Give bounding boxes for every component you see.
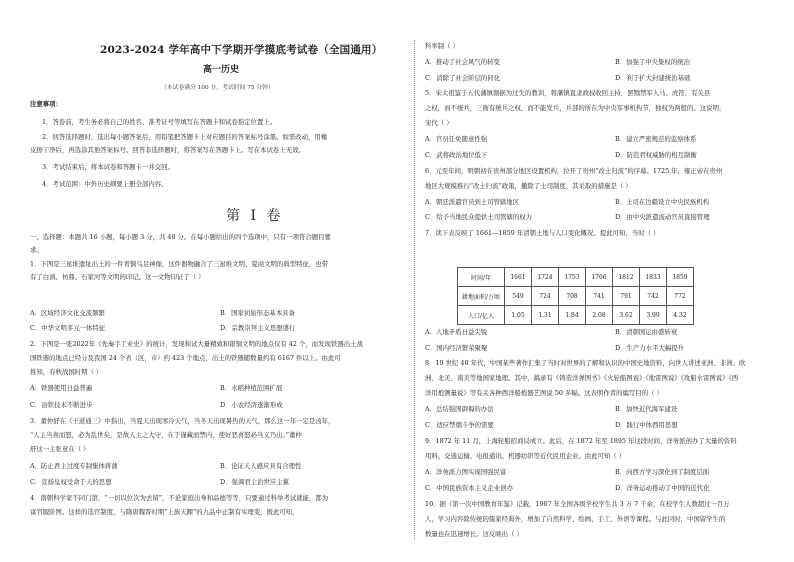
question-text: 9．1872 年 11 月，上海轮船招商局成立。此后，在 1872 年至 1895 年这段时间，洋务派创办了大量的资料 bbox=[425, 437, 737, 445]
table-row bbox=[458, 306, 694, 325]
question-text: 洋用炮测量说》等有关各种西洋船炮器艺图说 50 多幅。这表明作者的编写目的（ ） bbox=[425, 389, 663, 397]
question-text: 5．宋太祖鉴于五代藩镇割据为过失的教训，将藩镇直隶政权收回主持，罢黜禁军人马、虎符，有关县 bbox=[425, 89, 711, 97]
answer-option: B．向西方学习深化到了制度层面 bbox=[615, 468, 710, 476]
table-cell: 1812 bbox=[613, 268, 640, 287]
table-cell: 549 bbox=[505, 287, 532, 306]
answer-option: C．国内经济繁荣聚聚 bbox=[425, 344, 488, 352]
table-cell: 772 bbox=[667, 287, 694, 306]
question-text: 2．下图是一张2022年《先秦手工业史》的统计，发现和试大量精致和银铜文明的地点仅有 42 个，而发现铁器出土战 bbox=[30, 340, 363, 348]
table-cell: 2.08 bbox=[586, 306, 613, 325]
answer-option: B．土司在边疆设立中央民族机构 bbox=[615, 198, 710, 206]
notice-line: 4．考试范围：中外历史纲要上册全部内容。 bbox=[42, 180, 168, 188]
table-row bbox=[458, 287, 694, 306]
answer-option: C．中华文明多元一体特征 bbox=[30, 324, 106, 332]
question-text: 国铁器的地点已经分及我国 24 个省（区，市）约 423 个地点，出土的铁器随数量约有 6167 件以上。由此可 bbox=[30, 354, 341, 362]
question-text: 数量也在迅速增长。这反映出（ ） bbox=[425, 530, 523, 538]
answer-option: D．由中央派遣流动官员直接管理 bbox=[615, 213, 710, 221]
exam-meta: （本试卷满分 100 分，考试时间 75 分钟） bbox=[161, 85, 274, 91]
table-row bbox=[458, 268, 694, 287]
answer-option: C．武将政治地位低下 bbox=[425, 151, 488, 159]
question-text: 6．元至年间，明朝初在贵州部分地区设置机构，拉开了贵州“改土归流”的序幕。1725 年，雍正帝在贵州 bbox=[425, 167, 723, 175]
answer-option: A．朝廷派遣官员到土司管辖地区 bbox=[425, 198, 520, 206]
section-instruction: 一、选择题：本题共 16 小题，每小题 3 分，共 48 分。在每小题给出的四个选项中，只有一项符合题目要 bbox=[30, 233, 331, 241]
answer-option: B．加快近代海军建设 bbox=[615, 405, 678, 413]
question-text: 8．19 世纪 40 年代，中国某些著作汇集了当时对世界的了解和认识的中国史地资料，向世人讲述亚洲、非洲、欧 bbox=[425, 359, 746, 367]
answer-option: A．推动了社会风气的转变 bbox=[425, 58, 500, 66]
section-title: 第 I 卷 bbox=[226, 208, 284, 224]
answer-option: D．宗教崇拜主义思想盛行 bbox=[220, 324, 296, 332]
answer-option: A．铁器使用日益普遍 bbox=[30, 384, 93, 392]
answer-option: A．总结强国御侮的办法 bbox=[425, 405, 494, 413]
land-population-table bbox=[457, 267, 694, 325]
notice-line: 2．回答选择题时，选出每小题答案后，用铅笔把答题卡上对应题目的答案标号涂黑。如需改动，用橡 bbox=[42, 133, 328, 141]
table-cell: 742 bbox=[640, 287, 667, 306]
table-cell: 741 bbox=[586, 287, 613, 306]
question-text: 科举制（ ） bbox=[425, 42, 459, 50]
answer-option: D．防范君权威胁的相互制衡 bbox=[615, 151, 697, 159]
table-cell: 1859 bbox=[667, 268, 694, 287]
notice-heading: 注意事项： bbox=[30, 100, 62, 108]
answer-option: B．水稻种植范围扩展 bbox=[220, 384, 283, 392]
answer-option: D．洋务运动推动了中国的近代化 bbox=[615, 484, 710, 492]
answer-option: D．小农经济逐渐形成 bbox=[220, 401, 283, 409]
exam-title: 2023-2024 学年高中下学期开学摸底考试卷（全国通用） bbox=[100, 44, 383, 56]
answer-option: D．生产力水平大幅提升 bbox=[615, 344, 685, 352]
answer-option: A．区域经济文化交流频繁 bbox=[30, 309, 105, 317]
table-row-label: 时间/年 bbox=[458, 268, 505, 287]
table-cell: 1.05 bbox=[505, 306, 532, 325]
answer-option: A．人地矛盾日益尖锐 bbox=[425, 328, 488, 336]
question-text: 地区大规模推行“改土归流”政策，撤除了土司制度，其采取的措施是（ ） bbox=[425, 182, 632, 190]
question-text: 1．下图是三星堆遗址出土的一件青铜鸟足神像，这件器物融合了三星堆文明、夏商文明的典型特征，也带 bbox=[30, 260, 329, 268]
table-cell: 1724 bbox=[532, 268, 559, 287]
answer-option: B．加强了中央集权的统治 bbox=[615, 58, 690, 66]
table-cell: 1.84 bbox=[559, 306, 586, 325]
answer-option: D．强调君主治世应主翼 bbox=[220, 478, 290, 486]
question-text: 4．南朝科学家不同门第，“一切以位次为去留”，不论家庭出身和品德等等，只要通过科举考试就能，都为 bbox=[30, 494, 329, 502]
table-row-label: 人口/亿人 bbox=[458, 306, 505, 325]
answer-option: B．建立严密规范的监察体系 bbox=[615, 135, 697, 143]
table-cell: 708 bbox=[559, 287, 586, 306]
answer-option: C．中国民族资本主义企业创办 bbox=[425, 484, 513, 492]
question-text: 人，学习内容除传统的儒家经典外，增加了自然科学、绘画、手工、外语等课程。与此同时，中国留学生的 bbox=[425, 515, 726, 523]
table-cell: 3.99 bbox=[640, 306, 667, 325]
question-text: “人主当喜而怒，必为乱世矣，是故人主之大守，在于谨藏而禁内，使好恶喜怒必当义乃出。”董仲 bbox=[30, 431, 302, 439]
question-text: 之权，而不统兵，三衙有统兵之权，而不能发兵，兵部的所在为中央军事机构节，独权为两般的。这说明， bbox=[425, 104, 726, 112]
answer-option: D．利于扩大封建统治基础 bbox=[615, 74, 691, 82]
left-column bbox=[30, 0, 406, 562]
question-text: 洲、北美、南美等地国家地理。其中，搞录有《铸造洋弹图书》《火轮船图说》《地雷图说》《攻船水雷图说》《西 bbox=[425, 374, 739, 382]
answer-option: C．冶铁技术不断进步 bbox=[30, 401, 93, 409]
table-cell: 1833 bbox=[640, 268, 667, 287]
answer-option: B．论证天人感应具有合理性 bbox=[220, 462, 302, 470]
question-text: 舒这一主张意在（ ） bbox=[30, 445, 90, 453]
right-column bbox=[425, 0, 770, 562]
table-cell: 724 bbox=[532, 287, 559, 306]
answer-option: A．官员任免随意性强 bbox=[425, 135, 488, 143]
answer-option: D．践行中体西用思想 bbox=[615, 421, 678, 429]
notice-line: 1．答卷前，考生务必将自己的姓名、准考证号等填写在答题卡和试卷指定位置上。 bbox=[42, 118, 277, 126]
answer-option: C．适应禁烟斗争的需要 bbox=[425, 421, 494, 429]
table-cell: 1766 bbox=[586, 268, 613, 287]
question-text: 7．读下表反映了 1661—1859 年清朝土地与人口变化概况。提此可知，当时（ ） bbox=[425, 229, 660, 237]
answer-option: C．给予当地民众提供土司管辖的权力 bbox=[425, 213, 533, 221]
notice-line: 3．考试结束后，将本试卷和答题卡一并交回。 bbox=[42, 163, 174, 171]
section-instruction: 求。 bbox=[30, 246, 43, 254]
table-row-label: 耕地面积/万顷 bbox=[458, 287, 505, 306]
question-text: 用料、交通运输、电报通讯、机器纺织等近代民用企业。由此可知（ ） bbox=[425, 452, 626, 460]
question-text: 有了白滇、枋鼎、石家河等文明的印记。这一文物印证了（ ） bbox=[30, 273, 205, 281]
table-cell: 1661 bbox=[505, 268, 532, 287]
table-cell: 1.31 bbox=[532, 306, 559, 325]
column-divider bbox=[414, 40, 415, 540]
answer-option: C．宣扬皇权受命于天的思想 bbox=[30, 478, 112, 486]
question-text: 推知，春秋战国时期（ ） bbox=[30, 368, 103, 376]
question-text: 富官服阶图。这样的选官制度，与隋唐魏晋时期“上族天踝”的九品中正制有实理变，既此可知， bbox=[30, 508, 299, 516]
table-cell: 1753 bbox=[559, 268, 586, 287]
answer-option: A．洋务派力图实现国强民富 bbox=[425, 468, 507, 476]
question-text: 10．据《第一次中国教育年鉴》记载，1907 年全国各级学校学生共 3 万 7 千余，在校学生人数超过一百万 bbox=[425, 500, 730, 508]
answer-option: A．防止君主过度专制集体蒋蒲 bbox=[30, 462, 118, 470]
question-text: 3．董仲舒在《王道通三》中指出，当夏天出现寒冷天气，当冬天出现暑热的天气，那么这一年一定是凶年， bbox=[30, 417, 335, 425]
table-cell: 3.62 bbox=[613, 306, 640, 325]
table-cell: 791 bbox=[613, 287, 640, 306]
exam-subject: 高一历史 bbox=[203, 65, 240, 75]
answer-option: B．清朝国运由盛转衰 bbox=[615, 328, 678, 336]
answer-option: C．消除了社会阶层的同化 bbox=[425, 74, 501, 82]
answer-option: B．国家初始形态基本具备 bbox=[220, 309, 295, 317]
question-text: 宋代（ ） bbox=[425, 119, 453, 127]
notice-line: 皮擦干净后，再选涂其他答案标号。回答非选择题时，将答案写在答题卡上。写在本试卷上无效。 bbox=[30, 146, 305, 154]
table-cell: 4.32 bbox=[667, 306, 694, 325]
